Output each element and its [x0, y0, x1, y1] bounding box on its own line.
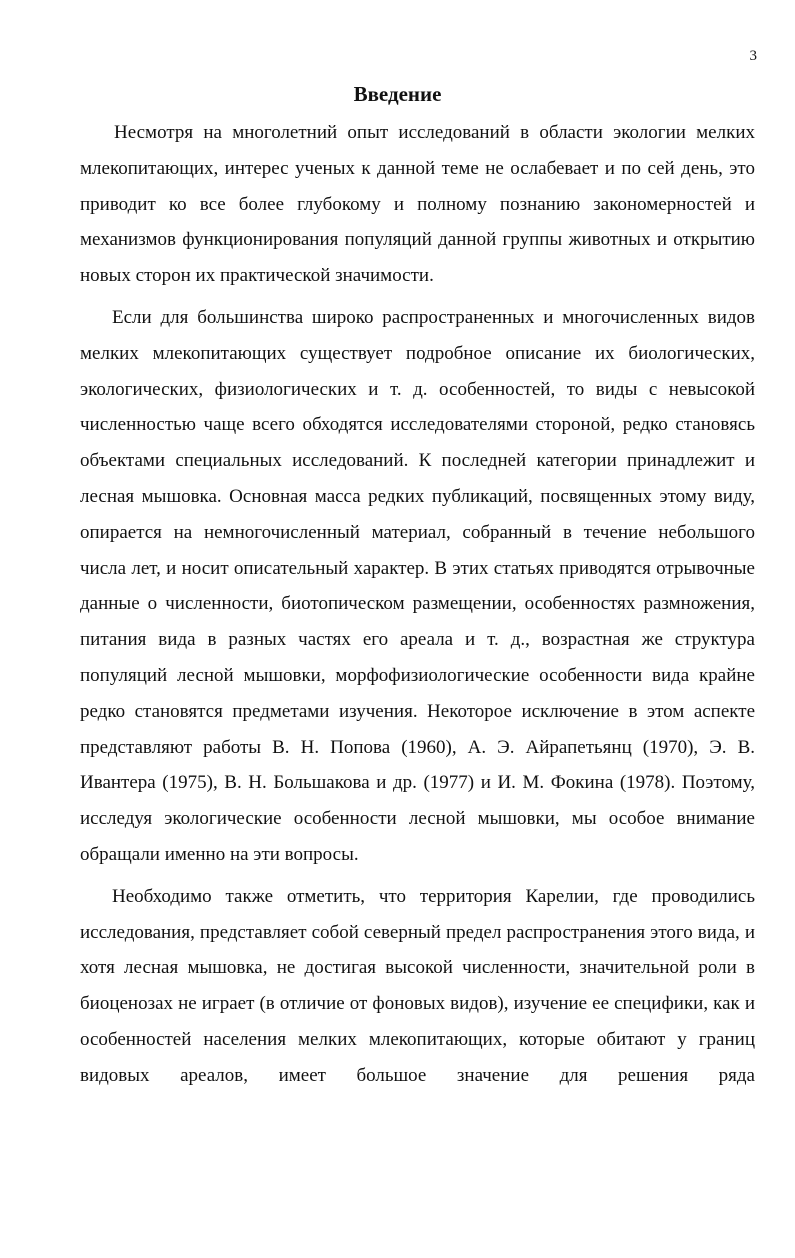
paragraph-species-studies: Если для большинства широко распространенных и многочисленных видов мелких млекопитающих существует подробное описание их биологических, экологических, физиологических и т. д. особенностей, то виды с невысокой численностью чаще всего обходятся исследователями стороной, редко становясь объектами специальных исследований. К последней категории принадлежит и лесная мышовка. Основная масса редких публикаций, посвященных этому виду, опирается на немногочисленный материал, собранный в течение небольшого числа лет, и носит описательный характер. В этих статьях приводятся отрывочные данные о численности, биотопическом размещении, особенностях размножения, питания вида в разных частях его ареала и т. д., возрастная же структура популяций лесной мышовки, морфофизиологические особенности вида крайне редко становятся предметами изучения. Некоторое исключение в этом аспекте представляют работы В. Н. Попова (1960), А. Э. Айрапетьянц (1970), Э. В. Ивантера (1975), В. Н. Большакова и др. (1977) и И. М. Фокина (1978). Поэтому, исследуя экологические особенности лесной мышовки, мы особое внимание обращали именно на эти вопросы.: [80, 306, 755, 865]
page-title: Введение: [353, 82, 442, 106]
paragraph-intro: Несмотря на многолетний опыт исследований в области экологии мелких млекопитающих, интерес ученых к данной теме не ослабевает и по сей день, это приводит ко все более глубокому и полному познанию закономерностей и механизмов функционирования популяций данной группы животных и открытию новых сторон их практической значимости.: [80, 122, 755, 287]
page-number: 3: [749, 48, 757, 64]
body-text: [80, 115, 755, 1100]
paragraph-karelia: Необходимо также отметить, что территория Карелии, где проводились исследования, представляет собой северный предел распространения этого вида, и хотя лесная мышовка, не достигая высокой численности, значительной роли в биоценозах не играет (в отличие от фоновых видов), изучение ее специфики, как и особенностей населения мелких млекопитающих, которые обитают у границ видовых ареалов, имеет большое значение для решения ряда: [80, 885, 755, 1086]
